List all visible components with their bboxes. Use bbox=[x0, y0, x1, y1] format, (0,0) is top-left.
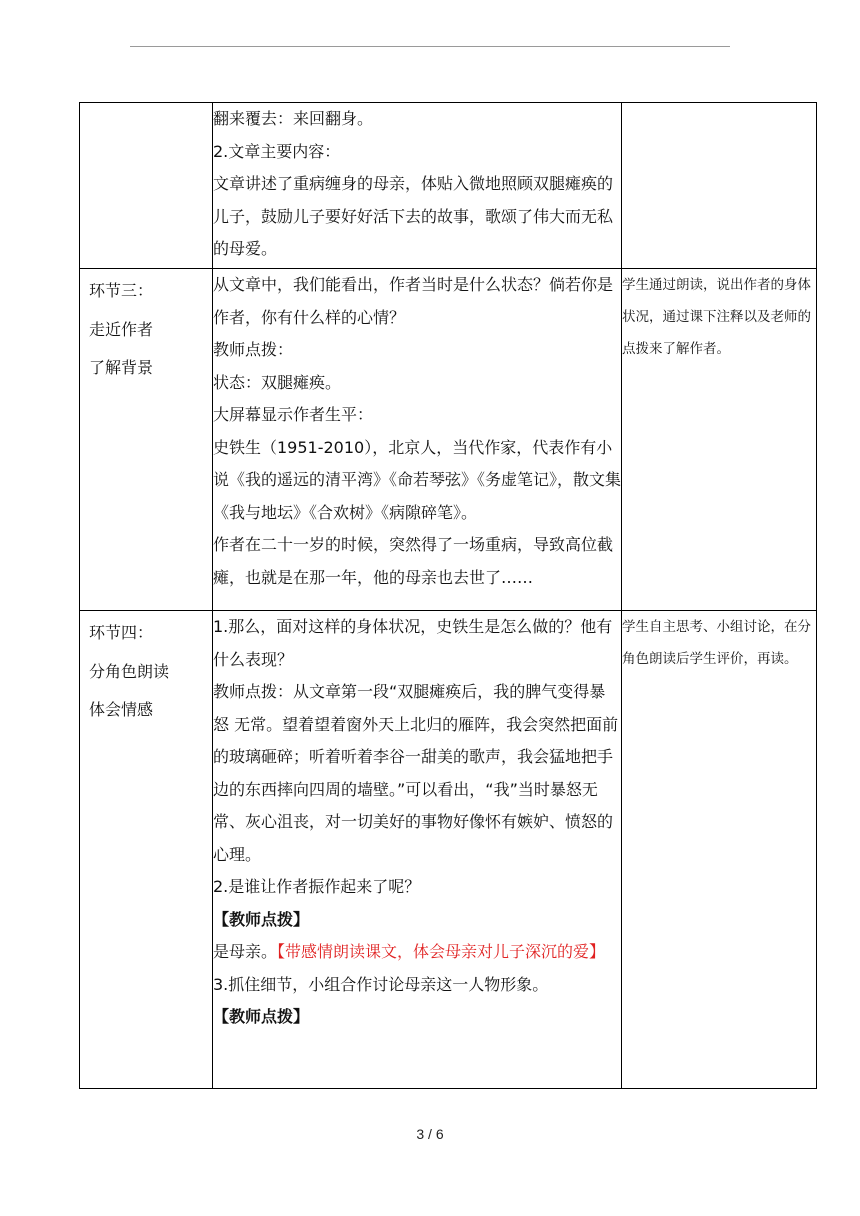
stage-label: 了解背景 bbox=[89, 358, 154, 377]
content-line: 史铁生（1951-2010），北京人，当代作家，代表作有小说《我的遥远的清平湾》《命若琴弦》《务虚笔记》，散文集《我与地坛》《合欢树》《病隙碎笔》。 bbox=[213, 437, 622, 522]
content-line: 1.那么，面对这样的身体状况，史铁生是怎么做的？他有什么表现？ bbox=[213, 617, 613, 669]
teacher-tip-label: 【教师点拨】 bbox=[213, 909, 310, 929]
content-line: 2.是谁让作者振作起来了呢？ bbox=[213, 877, 421, 896]
student-activity-cell bbox=[622, 269, 817, 611]
teacher-tip-label: 【教师点拨】 bbox=[213, 1007, 310, 1026]
stage-label: 体会情感 bbox=[89, 700, 154, 719]
content-line: 大屏幕显示作者生平： bbox=[213, 405, 374, 424]
stage-cell bbox=[80, 103, 213, 269]
stage-label: 环节四： bbox=[89, 623, 154, 642]
lesson-plan-table bbox=[79, 102, 817, 1089]
header-rule bbox=[130, 46, 730, 47]
content-line: 教师点拨：从文章第一段“双腿瘫痪后，我的脾气变得暴怒 无常。望着望着窗外天上北归的雁阵，我会突然把面前的玻璃砸碎；听着听着李谷一甜美的歌声，我会猛地把手边的东西摔向四周的墙壁。”可以看出，“我”当时暴怒无常、灰心沮丧，对一切美好的事物好像怀有嫉妒、愤怒的心理。 bbox=[213, 682, 619, 864]
content-line: 文章讲述了重病缠身的母亲，体贴入微地照顾双腿瘫痪的儿子，鼓励儿子要好好活下去的故事，歌颂了伟大而无私的母爱。 bbox=[213, 174, 614, 258]
content-line: 作者在二十一岁的时候，突然得了一场重病，导致高位截瘫，也就是在那一年，他的母亲也去世了…… bbox=[213, 535, 614, 587]
page-number: 3 / 6 bbox=[416, 1126, 444, 1142]
content-cell bbox=[213, 611, 622, 1089]
stage-cell bbox=[80, 269, 213, 611]
content-line: 教师点拨： bbox=[213, 340, 294, 359]
stage-label: 环节三： bbox=[89, 281, 154, 300]
content-line: 从文章中，我们能看出，作者当时是什么状态？倘若你是作者，你有什么样的心情？ bbox=[213, 275, 614, 327]
student-activity-cell bbox=[622, 611, 817, 1089]
red-instruction: 【带感情朗读课文，体会母亲对儿子深沉的爱】 bbox=[277, 942, 606, 961]
student-activity-cell bbox=[622, 103, 817, 269]
stage-label: 走近作者 bbox=[89, 319, 154, 339]
table-row bbox=[80, 103, 817, 269]
content-line: 2.文章主要内容： bbox=[213, 141, 341, 161]
content-cell bbox=[213, 103, 622, 269]
stage-cell bbox=[80, 611, 213, 1089]
content-cell bbox=[213, 269, 622, 611]
student-activity-text: 学生通过朗读，说出作者的身体状况，通过课下注释以及老师的点拨来了解作者。 bbox=[622, 277, 811, 357]
student-activity-text: 学生自主思考、小组讨论，在分角色朗读后学生评价，再读。 bbox=[622, 619, 811, 667]
table-row bbox=[80, 269, 817, 611]
table-row bbox=[80, 611, 817, 1089]
stage-label: 分角色朗读 bbox=[89, 661, 170, 681]
content-line: 状态：双腿瘫痪。 bbox=[213, 372, 342, 392]
content-text: 是母亲。 bbox=[213, 942, 278, 961]
content-line: 翻来覆去：来回翻身。 bbox=[213, 109, 374, 128]
content-line: 3.抓住细节，小组合作讨论母亲这一人物形象。 bbox=[213, 974, 549, 994]
content-line bbox=[213, 936, 621, 969]
